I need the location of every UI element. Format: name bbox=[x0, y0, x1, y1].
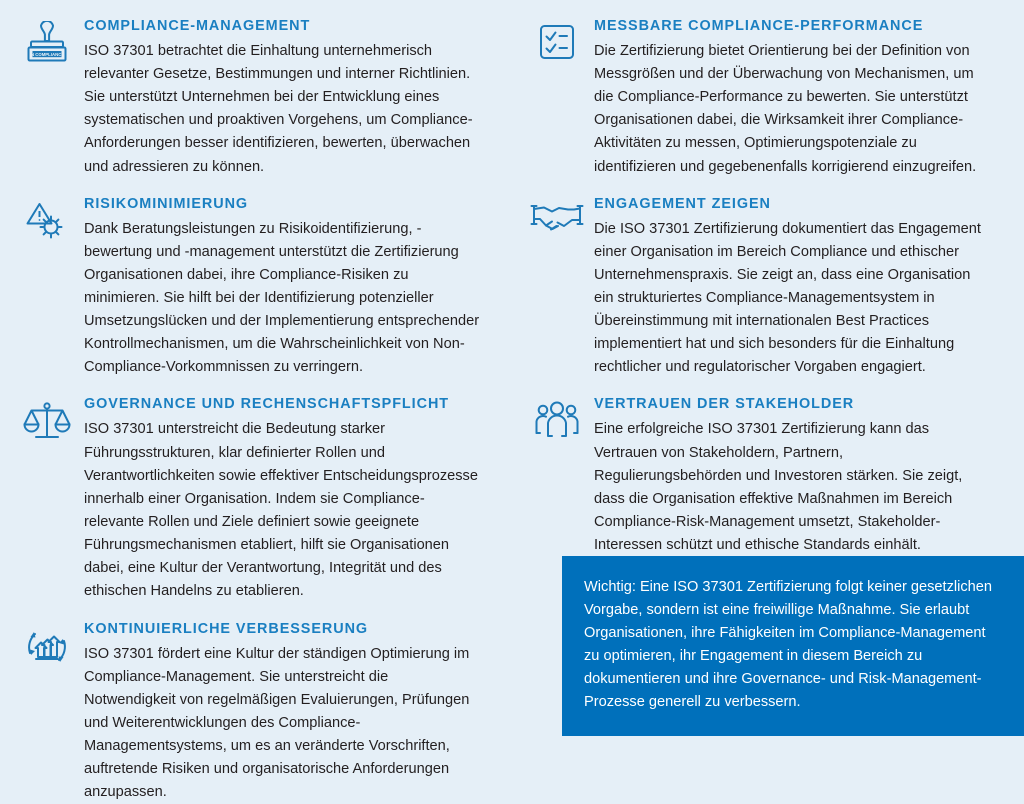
handshake-icon bbox=[530, 199, 584, 247]
stamp-label: IN COMPLIANCE bbox=[29, 51, 65, 57]
feature-title: KONTINUIERLICHE VERBESSERUNG bbox=[84, 620, 369, 637]
feature-vertrauen-der-stakeholder bbox=[524, 396, 990, 557]
feature-body: Die ISO 37301 Zertifizierung dokumentiert das Engagement einer Organisation im Bereich Compliance und ethischer Unternehmenspraxis. Sie zeigt an, dass eine Organisation ein strukturiertes Compliance-Managementsystem in Übereinstimmung mit internationalen Best Practices implementiert hat und sich besonders für die Einhaltung rechtlicher und regulatorischer Vorgaben engagiert. bbox=[594, 220, 981, 376]
feature-body: ISO 37301 fördert eine Kultur der ständigen Optimierung im Compliance-Management. Sie unterstreicht die Notwendigkeit von regelmäßigen Evaluierungen, Prüfungen und Weiterentwicklungen des Compliance-Managementsystems, um es an veränderte Vorschriften, auftretende Risiken und organisatorische Anforderungen anzupassen. bbox=[84, 646, 470, 801]
feature-title: ENGAGEMENT ZEIGEN bbox=[594, 195, 771, 212]
feature-body: ISO 37301 betrachtet die Einhaltung unternehmerisch relevanter Gesetze, Bestimmungen und interner Richtlinien. Sie unterstützt Unternehmen bei der Entwicklung eines systematischen und proaktiven Vorgehens, um Compliance-Anforderungen besser identifizieren, bewerten, überwachen und adressieren zu können. bbox=[84, 43, 473, 175]
feature-body: Die Zertifizierung bietet Orientierung bei der Definition von Messgrößen und der Überwachung von Mechanismen, um die Compliance-Performance zu bewerten. Sie unterstützt Organisationen dabei, die Wirksamkeit ihrer Compliance-Aktivitäten zu messen, Optimierungspotenziale zu identifizieren und gegebenenfalls korrigierend einzugreifen. bbox=[594, 43, 977, 175]
feature-body: Dank Beratungsleistungen zu Risikoidentifizierung, -bewertung und -management unterstützt die Zertifizierung Organisationen dabei, ihre Compliance-Risiken zu minimieren. Sie hilft bei der Identifizierung potenzieller Umsetzungslücken und der Implementierung entsprechender Kontrollmechanismen, um die Wahrscheinlichkeit von Non-Compliance-Vorkommnissen zu verringern. bbox=[84, 220, 480, 376]
feature-messbare-compliance-performance bbox=[524, 18, 990, 179]
feature-title: VERTRAUEN DER STAKEHOLDER bbox=[594, 396, 855, 413]
people-group-icon bbox=[530, 399, 584, 447]
risk-gear-warning-icon bbox=[20, 199, 74, 247]
left-column bbox=[0, 0, 512, 801]
feature-governance-rechenschaftspflicht bbox=[14, 396, 482, 603]
feature-body: ISO 37301 unterstreicht die Bedeutung starker Führungsstrukturen, klar definierter Rollen und Verantwortlichkeiten sowie effektiver Entscheidungsprozesse innerhalb einer Organisation. Indem sie Compliance-relevante Rollen und Ziele definiert sowie geeignete Führungsmechanismen etabliert, hilft sie Organisationen dabei, eine Kultur der Verantwortung, Integrität und des ethischen Handelns zu etablieren. bbox=[84, 421, 478, 599]
feature-kontinuierliche-verbesserung bbox=[14, 621, 482, 804]
feature-body: Eine erfolgreiche ISO 37301 Zertifizierung kann das Vertrauen von Stakeholdern, Partnern, Regulierungsbehörden und Investoren stärken. Sie zeigt, dass die Organisation effektive Maßnahmen im Bereich Compliance-Risk-Management umsetzt, Stakeholder-Interessen schützt und ethische Standards einhält. bbox=[594, 421, 963, 553]
feature-title: GOVERNANCE UND RECHENSCHAFTSPFLICHT bbox=[84, 396, 450, 413]
balance-scales-icon bbox=[20, 399, 74, 447]
feature-risikominimierung bbox=[14, 196, 482, 380]
feature-title: RISIKOMINIMIERUNG bbox=[84, 195, 249, 212]
feature-compliance-management bbox=[14, 18, 482, 179]
feature-title: MESSBARE COMPLIANCE-PERFORMANCE bbox=[594, 18, 924, 34]
checklist-icon bbox=[530, 21, 584, 69]
compliance-stamp-icon bbox=[20, 21, 74, 69]
continuous-improvement-icon bbox=[20, 624, 74, 672]
feature-engagement-zeigen bbox=[524, 196, 990, 380]
feature-title: COMPLIANCE-MANAGEMENT bbox=[84, 18, 311, 34]
callout-text: Wichtig: Eine ISO 37301 Zertifizierung folgt keiner gesetzlichen Vorgabe, sondern ist eine freiwillige Maßnahme. Sie erlaubt Organisationen, ihre Fähigkeiten im Compliance-Management zu optimieren, ihr Engagement in diesem Bereich zu dokumentieren und ihre Governance- und Risk-Management-Prozesse generell zu verbessern. bbox=[584, 579, 993, 711]
important-note-callout bbox=[562, 556, 1024, 736]
